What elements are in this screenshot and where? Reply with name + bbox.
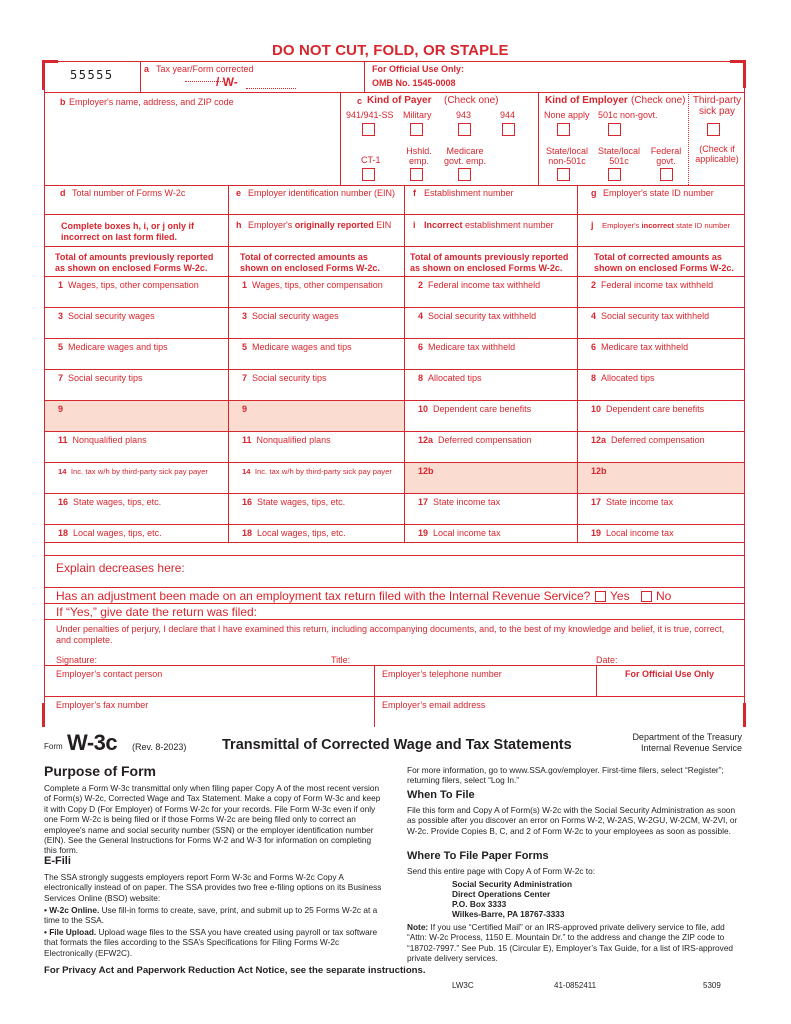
checkbox-state-non501c[interactable] — [557, 168, 570, 181]
box-10-label — [418, 404, 575, 415]
box-text: State wages, tips, etc. — [73, 497, 162, 507]
box-2-corrected-field[interactable] — [579, 292, 744, 305]
payer-option-ct1: CT-1 — [361, 155, 381, 165]
box-7-label — [242, 373, 402, 384]
when-heading: When To File — [407, 789, 475, 801]
bullet-file-upload: • File Upload. Upload wage files to the SSA you have created using payroll or tax software that formats the files according to the SSA’s Specifications for Filing Forms W-2c Electronically (EFW2C). — [44, 927, 378, 958]
box-text: Nonqualified plans — [256, 435, 331, 445]
explain-decreases-label: Explain decreases here: — [56, 561, 185, 575]
complete-note: Complete boxes h, i, or j only if incorrect on last form filed. — [61, 221, 195, 242]
contact-person-field[interactable] — [46, 681, 372, 695]
box-8-label — [591, 373, 742, 384]
row-divider — [44, 524, 745, 525]
footer-ein: 41-0852411 — [554, 981, 597, 990]
box-1-label — [58, 280, 226, 291]
box-12a-label — [591, 435, 742, 446]
form-name: W-3c — [67, 730, 118, 755]
box-number: 1 — [58, 280, 64, 290]
box-number: 9 — [58, 404, 64, 414]
box-number: 8 — [418, 373, 424, 383]
box-text: State wages, tips, etc. — [257, 497, 346, 507]
box-12b-previous-field — [406, 478, 577, 491]
box-text: Social security wages — [252, 311, 339, 321]
box-text: State income tax — [606, 497, 674, 507]
box-1-previous-field[interactable] — [46, 292, 228, 305]
checkbox-944[interactable] — [502, 123, 515, 136]
checkbox-501c-nongovt[interactable] — [608, 123, 621, 136]
payer-option-941: 941/941-SS — [346, 110, 394, 120]
note-text: Note: If you use “Certified Mail” or an IRS-approved private delivery service to file, add “Attn: W-2c Process, 1150 E. Mountain Dr.” to the address and change the ZIP code to “18702-7997.” See Pub. 15 (Circular E), Employer’s Tax Guide, for a list of IRS-approved private delivery services. — [407, 922, 734, 964]
box-8-corrected-field[interactable] — [579, 385, 744, 398]
col-header-corr-right: Total of corrected amounts as shown on enclosed Forms W-2c. — [594, 252, 734, 273]
box-text: Medicare wages and tips — [68, 342, 168, 352]
form-word: Form — [44, 742, 63, 751]
box-i-label: Incorrect establishment number — [424, 220, 554, 230]
checkbox-none-apply[interactable] — [557, 123, 570, 136]
payer-check-one: (Check one) — [444, 95, 499, 106]
official-use-label: For Official Use Only: — [372, 64, 465, 74]
more-info-text: For more information, go to www.SSA.gov/employer. First-time filers, select “Register”; returning filers, select “Log In.” — [407, 765, 724, 786]
privacy-notice: For Privacy Act and Paperwork Reduction Act Notice, see the separate instructions. — [44, 965, 426, 976]
box-14-label — [58, 466, 226, 477]
box-number: 12a — [591, 435, 607, 445]
box-number: 18 — [58, 528, 69, 538]
adjustment-date-field[interactable] — [260, 605, 740, 618]
box-10-previous-field[interactable] — [406, 416, 577, 429]
box-5-previous-field[interactable] — [46, 354, 228, 367]
box-number: 14 — [58, 467, 67, 476]
box-12b-label — [591, 466, 742, 477]
box-number: 5 — [242, 342, 248, 352]
checkbox-941[interactable] — [362, 123, 375, 136]
box-text: Medicare wages and tips — [252, 342, 352, 352]
bullet-w2c-online: • W-2c Online. Use fill-in forms to create, save, print, and submit up to 25 Forms W-2c at a time to the SSA. — [44, 905, 378, 926]
ein-field[interactable] — [230, 200, 402, 212]
col-header-corr-left: Total of corrected amounts as shown on enclosed Forms W-2c. — [240, 252, 380, 273]
box-text: Wages, tips, other compensation — [68, 280, 199, 290]
employer-kind-check-one: (Check one) — [631, 95, 686, 106]
box-9-label — [242, 404, 402, 415]
box-3-label — [242, 311, 402, 322]
checkbox-military[interactable] — [410, 123, 423, 136]
box-number: 6 — [418, 342, 424, 352]
box-number: 19 — [591, 528, 602, 538]
box-text: Nonqualified plans — [72, 435, 147, 445]
box-12a-label — [418, 435, 575, 446]
row-divider — [44, 338, 745, 339]
box-6-label — [418, 342, 575, 353]
box-17-corrected-field[interactable] — [579, 509, 744, 522]
box-6-previous-field[interactable] — [406, 354, 577, 367]
box-2-label — [591, 280, 742, 291]
row-divider — [44, 431, 745, 432]
box-number: 4 — [418, 311, 424, 321]
box-text: Federal income tax withheld — [601, 280, 714, 290]
box-12a-corrected-field[interactable] — [579, 447, 744, 460]
box-number: 3 — [242, 311, 248, 321]
footer-code: LW3C — [452, 981, 474, 990]
box-a-letter: a — [144, 64, 150, 74]
box-10-label — [591, 404, 742, 415]
employer-option-state-501c: State/local 501c — [597, 146, 641, 166]
box-12b-label — [418, 466, 575, 477]
payer-title: Kind of Payer — [367, 95, 432, 106]
payer-option-military: Military — [403, 110, 432, 120]
checkbox-federal-govt[interactable] — [660, 168, 673, 181]
efile-heading: E-Fili — [44, 855, 71, 867]
fax-label: Employer’s fax number — [56, 700, 149, 710]
irs-label: Internal Revenue Service — [640, 743, 742, 753]
signature-label: Signature: — [56, 655, 98, 665]
box-d-letter: d — [60, 188, 66, 198]
box-f-label: Establishment number — [424, 188, 514, 198]
box-text: Social security tax withheld — [428, 311, 537, 321]
box-3-label — [58, 311, 226, 322]
box-number: 11 — [242, 435, 252, 445]
box-number: 10 — [591, 404, 602, 414]
form-revision: (Rev. 8-2023) — [132, 742, 187, 752]
box-8-label — [418, 373, 575, 384]
box-number: 12b — [591, 466, 607, 476]
box-number: 5 — [58, 342, 64, 352]
box-3-previous-field[interactable] — [46, 323, 228, 336]
box-12b-corrected-field — [579, 478, 744, 491]
checkbox-adjustment-yes[interactable] — [595, 591, 606, 602]
col-header-prev-right: Total of amounts previously reported as shown on enclosed Forms W-2c. — [410, 252, 569, 273]
box-text: Social security wages — [68, 311, 155, 321]
box-12a-previous-field[interactable] — [406, 447, 577, 460]
adjustment-yes-label: Yes — [610, 589, 630, 603]
box-11-previous-field[interactable] — [46, 447, 228, 460]
box-text: Inc. tax w/h by third-party sick pay payer — [70, 467, 208, 476]
box-text: Social security tax withheld — [601, 311, 710, 321]
box-f-letter: f — [413, 188, 416, 198]
address-line-3: P.O. Box 3333 — [452, 899, 507, 909]
title-label: Title: — [331, 655, 351, 665]
box-number: 18 — [242, 528, 253, 538]
box-11-corrected-field[interactable] — [230, 447, 404, 460]
adjustment-no-label: No — [656, 589, 672, 603]
box-text: Dependent care benefits — [606, 404, 705, 414]
purpose-heading: Purpose of Form — [44, 763, 157, 779]
contact-person-label: Employer’s contact person — [56, 669, 163, 679]
payer-option-medicare: Medicare govt. emp. — [443, 146, 487, 166]
box-number: 2 — [418, 280, 424, 290]
box-18-label — [242, 528, 402, 539]
box-8-previous-field[interactable] — [406, 385, 577, 398]
box-text: Local wages, tips, etc. — [73, 528, 162, 538]
tax-year-input[interactable] — [184, 74, 218, 88]
omb-number: OMB No. 1545-0008 — [372, 78, 456, 88]
box-3-corrected-field[interactable] — [230, 323, 404, 336]
box-a-label: Tax year/Form corrected — [156, 64, 254, 74]
box-9-corrected-field — [230, 416, 404, 429]
where-heading: Where To File Paper Forms — [407, 850, 549, 862]
box-text: Federal income tax withheld — [428, 280, 541, 290]
box-number: 8 — [591, 373, 597, 383]
box-text: Social security tips — [252, 373, 327, 383]
box-19-label — [418, 528, 575, 539]
box-text: Local wages, tips, etc. — [257, 528, 346, 538]
box-text: Deferred compensation — [438, 435, 532, 445]
incorrect-establishment-field[interactable] — [406, 232, 575, 244]
box-9-label — [58, 404, 226, 415]
box-text: Local income tax — [606, 528, 674, 538]
box-text: State income tax — [433, 497, 501, 507]
form-title: Transmittal of Corrected Wage and Tax Statements — [222, 737, 572, 753]
box-16-corrected-field[interactable] — [230, 509, 404, 522]
checkbox-943[interactable] — [458, 123, 471, 136]
box-10-corrected-field[interactable] — [579, 416, 744, 429]
explain-decreases-field[interactable] — [46, 575, 743, 587]
efile-text: The SSA strongly suggests employers report Form W-3c and Forms W-2c Copy A electronically instead of on paper. The SSA provides two free e-filing options on its Business Services Online (BSO) website: — [44, 872, 382, 903]
checkbox-adjustment-no[interactable] — [641, 591, 652, 602]
box-7-corrected-field[interactable] — [230, 385, 404, 398]
box-2-label — [418, 280, 575, 291]
row-divider — [44, 307, 745, 308]
if-yes-date-label: If “Yes,” give date the return was filed: — [56, 605, 257, 619]
box-text: Local income tax — [433, 528, 501, 538]
purpose-text: Complete a Form W-3c transmittal only when filing paper Copy A of the most recent version of Form(s) W-2c, Corrected Wage and Tax Statement. Make a copy of Form W-3c and keep it with Copy D (For Employer) of Forms W-2c for your records. File Form W-3c even if only one Form W-2c is being filed or if those Forms W-2c are being filed only to correct an employee's name and social security number (SSN) or the employer identification number (EIN). See the General Instructions for Forms W-2 and W-3 for information on completing this form. — [44, 783, 381, 856]
originally-reported-ein-field[interactable] — [230, 232, 402, 244]
box-i-letter: i — [413, 220, 416, 230]
box-11-label — [58, 435, 226, 446]
payer-option-943: 943 — [456, 110, 472, 120]
do-not-cut-banner: DO NOT CUT, FOLD, OR STAPLE — [272, 42, 509, 59]
checkbox-hshld[interactable] — [410, 168, 423, 181]
payer-option-hshld: Hshld. emp. — [406, 146, 432, 166]
box-14-label — [242, 466, 402, 477]
telephone-label: Employer’s telephone number — [382, 669, 502, 679]
box-e-letter: e — [236, 188, 242, 198]
email-field[interactable] — [376, 711, 742, 725]
footer-number: 5309 — [703, 981, 721, 990]
box-number: 12a — [418, 435, 434, 445]
third-party-title: Third-party sick pay — [692, 95, 742, 117]
box-4-corrected-field[interactable] — [579, 323, 744, 336]
box-number: 10 — [418, 404, 429, 414]
box-16-previous-field[interactable] — [46, 509, 228, 522]
box-b-letter: b — [60, 97, 66, 107]
box-14-previous-field[interactable] — [46, 478, 228, 491]
dept-treasury: Department of the Treasury — [632, 732, 742, 742]
box-11-label — [242, 435, 402, 446]
box-text: Medicare tax withheld — [428, 342, 516, 352]
box-19-label — [591, 528, 742, 539]
checkbox-state-501c[interactable] — [608, 168, 621, 181]
fax-field[interactable] — [46, 711, 372, 725]
incorrect-state-id-field[interactable] — [579, 232, 743, 244]
box-1-corrected-field[interactable] — [230, 292, 404, 305]
official-use-only-box: For Official Use Only — [625, 669, 715, 679]
total-forms-w2c-field[interactable] — [46, 200, 226, 212]
adjustment-question: Has an adjustment been made on an employment tax return filed with the Internal Revenue Service? — [56, 589, 591, 603]
box-14-corrected-field[interactable] — [230, 478, 404, 491]
box-9-previous-field — [46, 416, 228, 429]
box-b-label: Employer's name, address, and ZIP code — [69, 97, 234, 107]
box-1-label — [242, 280, 402, 291]
box-number: 2 — [591, 280, 597, 290]
box-j-letter: j — [591, 220, 594, 230]
date-label: Date: — [596, 655, 618, 665]
establishment-number-field[interactable] — [406, 200, 575, 212]
row-divider — [44, 369, 745, 370]
box-number: 19 — [418, 528, 429, 538]
box-text: Social security tips — [68, 373, 143, 383]
box-e-label: Employer identification number (EIN) — [248, 188, 396, 198]
box-j-label: Employer's incorrect state ID number — [602, 221, 731, 230]
address-line-2: Direct Operations Center — [452, 889, 551, 899]
box-h-label: Employer's originally reported EIN — [248, 220, 392, 230]
third-party-note: (Check if applicable) — [695, 144, 739, 164]
box-17-label — [591, 497, 742, 508]
box-number: 14 — [242, 467, 251, 476]
box-text: Inc. tax w/h by third-party sick pay payer — [254, 467, 392, 476]
employer-option-state-non501c: State/local non-501c — [545, 146, 589, 166]
box-text: Wages, tips, other compensation — [252, 280, 383, 290]
row-divider — [44, 555, 745, 556]
row-divider — [44, 493, 745, 494]
employer-option-none: None apply — [544, 110, 590, 120]
box-number: 17 — [418, 497, 429, 507]
box-4-label — [591, 311, 742, 322]
box-number: 11 — [58, 435, 68, 445]
box-number: 7 — [58, 373, 64, 383]
employer-option-federal: Federal govt. — [650, 146, 682, 166]
box-16-label — [242, 497, 402, 508]
box-5-label — [242, 342, 402, 353]
box-number: 12b — [418, 466, 434, 476]
state-id-field[interactable] — [579, 200, 743, 212]
employer-option-501c: 501c non-govt. — [598, 110, 658, 120]
address-line-4: Wilkes-Barre, PA 18767-3333 — [452, 909, 565, 919]
checkbox-third-party-sick-pay[interactable] — [707, 123, 720, 136]
box-number: 3 — [58, 311, 64, 321]
payer-letter: c — [357, 96, 363, 106]
box-4-previous-field[interactable] — [406, 323, 577, 336]
box-6-corrected-field[interactable] — [579, 354, 744, 367]
payer-option-944: 944 — [500, 110, 516, 120]
box-text: Allocated tips — [428, 373, 482, 383]
box-5-label — [58, 342, 226, 353]
box-h-letter: h — [236, 220, 242, 230]
box-number: 17 — [591, 497, 602, 507]
box-18-label — [58, 528, 226, 539]
box-4-label — [418, 311, 575, 322]
tax-year-slash: / W- — [216, 75, 238, 89]
box-17-previous-field[interactable] — [406, 509, 577, 522]
box-d-label: Total number of Forms W-2c — [72, 188, 186, 198]
when-text: File this form and Copy A of Form(s) W-2c with the Social Security Administration as soon as possible after you discover an error on Forms W-2, W-2AS, W-2GU, W-2CM, W-2VI, or W-2c. Provide Copies B, C, and 2 of Form W-2c to your employees as soon as possible. — [407, 805, 738, 836]
where-text: Send this entire page with Copy A of Form W-2c to: — [407, 866, 596, 876]
box-text: Medicare tax withheld — [601, 342, 689, 352]
box-number: 1 — [242, 280, 248, 290]
checkbox-medicare[interactable] — [458, 168, 471, 181]
box-5-corrected-field[interactable] — [230, 354, 404, 367]
box-number: 4 — [591, 311, 597, 321]
box-text: Allocated tips — [601, 373, 655, 383]
address-line-1: Social Security Administration — [452, 879, 573, 889]
box-17-label — [418, 497, 575, 508]
box-g-label: Employer's state ID number — [603, 188, 714, 198]
employer-kind-title: Kind of Employer — [545, 95, 628, 106]
box-16-label — [58, 497, 226, 508]
box-7-previous-field[interactable] — [46, 385, 228, 398]
box-text: Dependent care benefits — [433, 404, 532, 414]
box-7-label — [58, 373, 226, 384]
perjury-statement: Under penalties of perjury, I declare that I have examined this return, including accompanying documents, and, to the best of my knowledge and belief, it is true, correct, and complete. — [56, 624, 725, 645]
box-number: 16 — [242, 497, 253, 507]
box-6-label — [591, 342, 742, 353]
checkbox-ct1[interactable] — [362, 168, 375, 181]
box-2-previous-field[interactable] — [406, 292, 577, 305]
box-number: 7 — [242, 373, 248, 383]
telephone-field[interactable] — [376, 681, 594, 695]
email-label: Employer’s email address — [382, 700, 486, 710]
control-number: 55555 — [70, 68, 114, 82]
box-number: 9 — [242, 404, 248, 414]
col-header-prev-left: Total of amounts previously reported as shown on enclosed Forms W-2c. — [55, 252, 214, 273]
box-number: 6 — [591, 342, 597, 352]
box-g-letter: g — [591, 188, 597, 198]
box-number: 16 — [58, 497, 69, 507]
box-text: Deferred compensation — [611, 435, 705, 445]
employer-name-address-field[interactable] — [46, 108, 338, 183]
